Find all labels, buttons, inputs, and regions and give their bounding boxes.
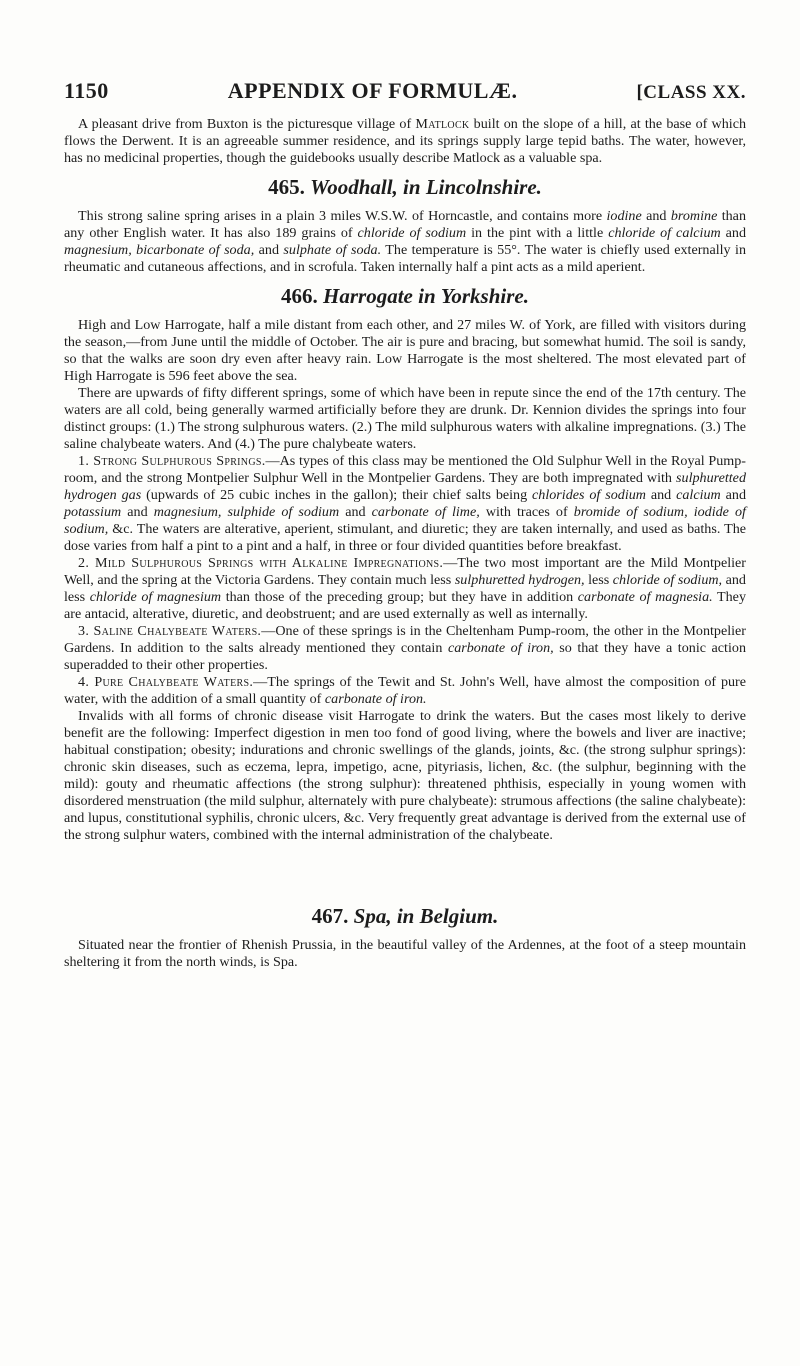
harrogate-invalids-paragraph: Invalids with all forms of chronic disease visit Harrogate to drink the waters. But the cases most likely to derive benefit are the following: Imperfect digestion in men too fond of good living, where the bowels and liver are inactive; habitual constipation; obesity; indurations and chronic swellings of the glands, joints, &c. (the strong sulphur springs): chronic skin diseases, such as eczema, lepra, impetigo, acne, pityriasis, lichen, &c. (the sulphur, beginning with the mild): gouty and rheumatic affections (the strong sulphur): threatened phthisis, especially in young women with disordered menstruation (the mild sulphur, alternately with pure chalybeate): strumous affections (the saline chalybeate): and lupus, constitutional syphilis, chronic ulcers, &c. Very frequently great advantage is derived from the external use of the strong sulphur waters, combined with the internal administration of the chalybeate.: [64, 708, 746, 843]
running-title: APPENDIX OF FORMULÆ.: [227, 78, 518, 103]
spa-paragraph: Situated near the frontier of Rhenish Prussia, in the beautiful valley of the Ardennes, at the foot of a steep mountain sheltering it from the north winds, is Spa.: [64, 937, 746, 970]
harrogate-item-3: 3. Saline Chalybeate Waters.—One of these springs is in the Cheltenham Pump-room, the other in the Montpelier Gardens. In addition to the salts already mentioned they contain carbonate of iron, so that they have a tonic action superadded to their other properties.: [64, 623, 746, 673]
harrogate-item-2: 2. Mild Sulphurous Springs with Alkaline Impregnations.—The two most important are the Mild Montpelier Well, and the spring at the Victoria Gardens. They contain much less sulphuretted hydrogen, less chloride of sodium, and less chloride of magnesium than those of the preceding group; but they have in addition carbonate of magnesia. They are antacid, alterative, diuretic, and deobstruent; and are used externally as well as internally.: [64, 555, 746, 622]
page-number: 1150: [64, 78, 109, 103]
running-head: [64, 78, 746, 104]
matlock-name: Matlock: [415, 116, 470, 132]
harrogate-item-1: 1. Strong Sulphurous Springs.—As types of this class may be mentioned the Old Sulphur Well in the Royal Pump-room, and the strong Montpelier Sulphur Well in the Montpelier Gardens. They are both impregnated with sulphuretted hydrogen gas (upwards of 25 cubic inches in the gallon); their chief salts being chlorides of sodium and calcium and potassium and magnesium, sulphide of sodium and carbonate of lime, with traces of bromide of sodium, iodide of sodium, &c. The waters are alterative, aperient, stimulant, and diuretic; they are taken internally, and used as baths. The dose varies from half a pint to a pint and a half, in three or four divided quantities before breakfast.: [64, 453, 746, 554]
section-spacer: [64, 844, 746, 896]
harrogate-paragraph-2: There are upwards of fifty different springs, some of which have been in repute since the end of the 17th century. The waters are all cold, being generally warmed artificially before they are drunk. Dr. Kennion divides the springs into four distinct groups: (1.) The strong sulphurous waters. (2.) The mild sulphurous waters with alkaline impregnations. (3.) The saline chalybeate waters. And (4.) The pure chalybeate waters.: [64, 385, 746, 452]
section-467-heading: 467. Spa, in Belgium.: [311, 904, 499, 928]
harrogate-paragraph-1: High and Low Harrogate, half a mile distant from each other, and 27 miles W. of York, are filled with visitors during the season,—from June until the middle of October. The air is pure and bracing, but somewhat humid. The soil is sandy, so that the walks are soon dry even after heavy rain. Low Harrogate is the most sheltered. The most elevated part of High Harrogate is 596 feet above the sea.: [64, 317, 746, 384]
section-465-heading: 465. Woodhall, in Lincolnshire.: [268, 175, 542, 199]
woodhall-paragraph: This strong saline spring arises in a plain 3 miles W.S.W. of Horncastle, and contains more iodine and bromine than any other English water. It has also 189 grains of chloride of sodium in the pint with a little chloride of calcium and magnesium, bicarbonate of soda, and sulphate of soda. The temperature is 55°. The water is chiefly used externally in rheumatic and cutaneous affections, and in scrofula. Taken internally half a pint acts as a mild aperient.: [64, 208, 747, 275]
section-466-heading: 466. Harrogate in Yorkshire.: [281, 284, 529, 308]
class-label: [CLASS XX.: [636, 82, 746, 103]
harrogate-item-4: 4. Pure Chalybeate Waters.—The springs of the Tewit and St. John's Well, have almost the composition of pure water, with the addition of a small quantity of carbonate of iron.: [64, 674, 746, 707]
intro-paragraph: A pleasant drive from Buxton is the picturesque village of Matlock built on the slope of a hill, at the base of which flows the Derwent. It is an agreeable summer residence, and its springs supply large tepid baths. The water, however, has no medicinal properties, though the guidebooks usually describe Matlock as a valuable spa.: [64, 116, 746, 166]
